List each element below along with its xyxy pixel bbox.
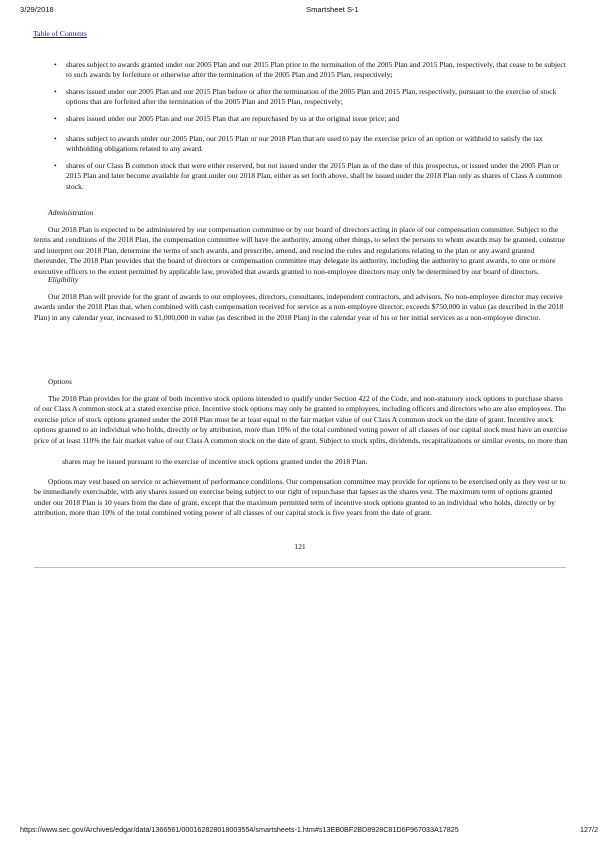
print-date: 3/29/2018	[20, 5, 54, 14]
section-heading-eligibility: Eligibility	[48, 275, 79, 284]
administration-paragraph: Our 2018 Plan is expected to be administered by our compensation committee or by our board of directors acting in place of our compensation committee. Subject to the terms and conditions of the 2018 Plan, the compensation committee will have the authority, among other things, to select the persons to whom awards may be granted, construe and interpret our 2018 Plan, determine the terms of such awards, and prescribe, amend, and rescind the rules and regulations relating to the plan or any award granted thereunder. The 2018 Plan provides that the board of directors or compensation committee may delegate its authority, including the authority to grant awards, to one or more executive officers to the extent permitted by applicable law, provided that awards granted to non-employee directors may only be determined by our board of directors.	[34, 225, 565, 276]
bullet-icon: •	[54, 87, 57, 96]
list-item: • shares subject to awards granted under our 2005 Plan and our 2015 Plan prior to the termination of the 2005 Plan and 2015 Plan, respectively, that cease to be subject to such awards by forfeiture or otherwise after the termination of the 2005 Plan and 2015 Plan, respectively;	[54, 60, 566, 80]
page-divider	[34, 567, 566, 568]
bullet-icon: •	[54, 114, 57, 123]
table-of-contents-link[interactable]: Table of Contents	[33, 29, 87, 38]
section-heading-options: Options	[48, 377, 72, 386]
bullet-icon: •	[54, 134, 57, 143]
list-item: • shares subject to awards under our 2005 Plan, our 2015 Plan or our 2018 Plan that are used to pay the exercise price of an option or withheld to satisfy the tax withholding obligations related to any award.	[54, 134, 543, 154]
list-item: • shares issued under our 2005 Plan and our 2015 Plan that are repurchased by us at the original issue price; and	[54, 114, 400, 123]
options-vesting-paragraph: Options may vest based on service or achievement of performance conditions. Our compensation committee may provide for options to be exercised only as they vest or to be immediately exercisable, with any shares issued on exercise being subject to our right of repurchase that lapses as the shares vest. The maximum term of options granted under our 2018 Plan is 10 years from the date of grant, except that the maximum permitted term of incentive stock options granted to an individual who holds, directly or by attribution, more than 10% of the total combined voting power of all classes of our capital stock is five years from the date of grant.	[34, 477, 566, 518]
footer-url: https://www.sec.gov/Archives/edgar/data/1366561/000162828018003554/smartsheets-1.htm#s13EB0BF2BD8928C81D6F967033A17825	[20, 825, 459, 834]
options-paragraph: The 2018 Plan provides for the grant of both incentive stock options intended to qualify under Section 422 of the Code, and non-statutory stock options to purchase shares of our Class A common stock at a stated exercise price. Incentive stock options may only be granted to employees, including officers and directors who are also employees. The exercise price of stock options granted under the 2018 Plan must be at least equal to the fair market value of our Class A common stock on the date of grant. Incentive stock options granted to an individual who holds, directly or by attribution, more than 10% of the total combined voting power of all classes of our capital stock must have an exercise price of at least 110% the fair market value of our Class A common stock on the date of grant. Subject to stock splits, dividends, recapitalizations or similar events, no more than	[34, 394, 568, 445]
eligibility-paragraph: Our 2018 Plan will provide for the grant of awards to our employees, directors, consultants, independent contractors, and advisors. No non-employee director may receive awards under the 2018 Plan that, when combined with cash compensation received for service as a non-employee director, exceeds $750,000 in value (as described in the 2018 Plan) in any calendar year, increased to $1,000,000 in value (as described in the 2018 Plan) in the calendar year of his or her initial services as a non-employee director.	[34, 292, 564, 322]
bullet-icon: •	[54, 60, 57, 69]
document-title: Smartsheet S-1	[306, 5, 359, 14]
bullet-icon: •	[54, 161, 57, 170]
section-heading-administration: Administration	[48, 208, 94, 217]
list-item: • shares issued under our 2005 Plan and our 2015 Plan before or after the termination of the 2005 Plan and 2015 Plan, respectively, pursuant to the exercise of stock options that are forfeited after the termination of the 2005 Plan and 2015 Plan, respectively;	[54, 87, 557, 107]
footer-page-count: 127/2	[580, 825, 598, 834]
options-paragraph-continuation: shares may be issued pursuant to the exercise of incentive stock options granted under the 2018 Plan.	[62, 457, 368, 466]
list-item: • shares of our Class B common stock that were either reserved, but not issued under the 2015 Plan as of the date of this prospectus, or issued under the 2005 Plan or 2015 Plan and later become available for grant under our 2018 Plan, either as set forth above, shall be issued under the 2018 Plan only as shares of Class A common stock.	[54, 161, 562, 191]
page-number: 121	[294, 542, 306, 551]
